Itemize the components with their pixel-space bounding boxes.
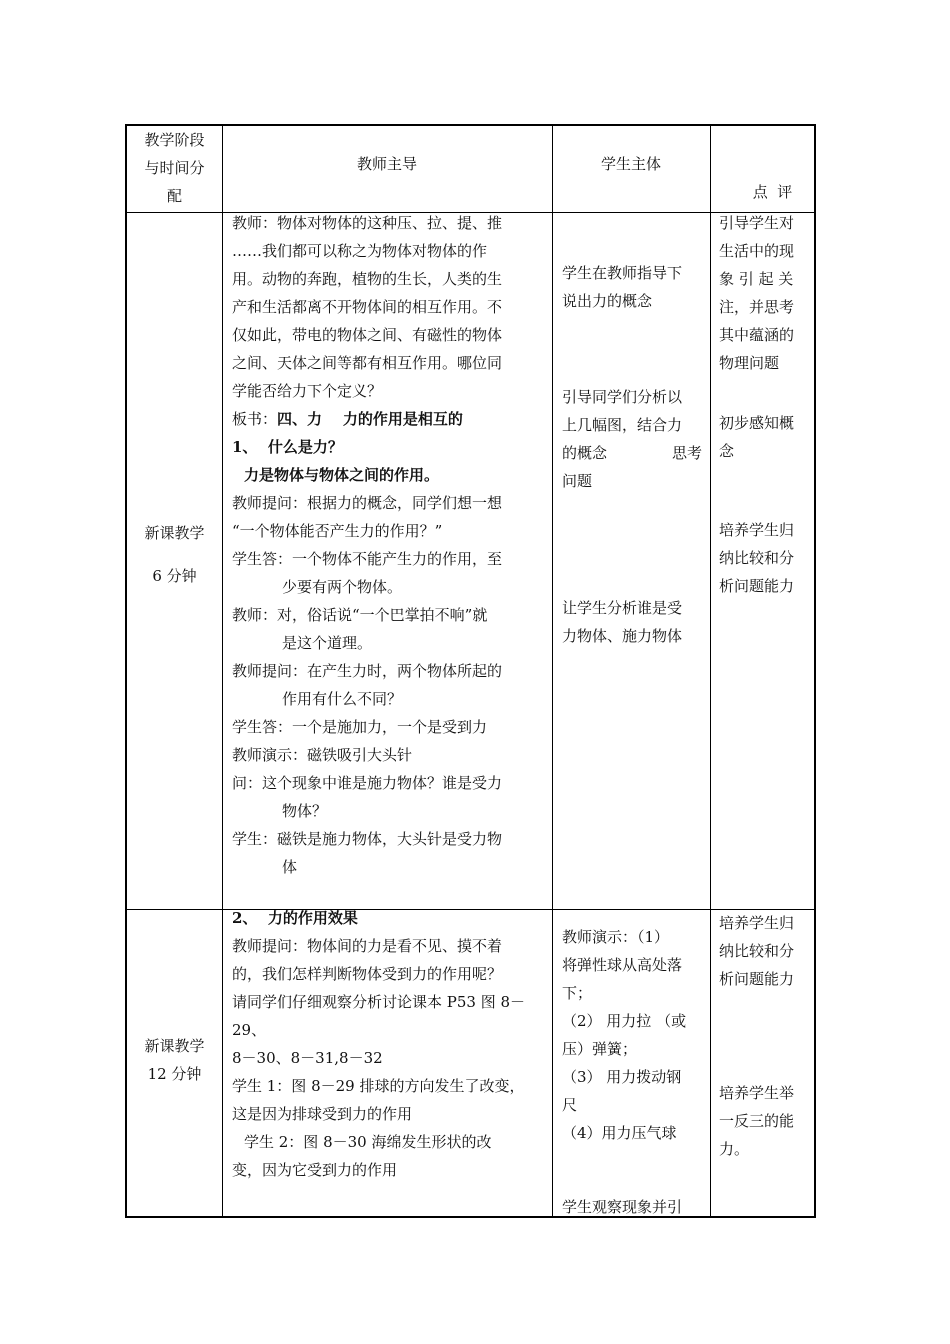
student-line-part: 的概念 bbox=[562, 444, 608, 462]
teacher-line: 教师演示：磁铁吸引大头针 bbox=[232, 746, 413, 764]
row2-student-cell bbox=[562, 923, 702, 1147]
header-student-cell bbox=[552, 150, 710, 178]
header-teacher-cell bbox=[222, 150, 552, 178]
row2-stage-cell bbox=[127, 1032, 222, 1088]
teacher-line: 问：这个现象中谁是施力物体？谁是受力 bbox=[232, 774, 503, 792]
comment-line: 念 bbox=[719, 442, 735, 460]
student-line: 上几幅图，结合力 bbox=[562, 416, 683, 434]
blackboard-line bbox=[232, 405, 548, 433]
row1-stage-name: 新课教学 bbox=[144, 524, 205, 542]
teacher-line: 作用有什么不同？ bbox=[282, 690, 403, 708]
header-comment-label: 点 评 bbox=[752, 183, 793, 201]
student-line: 引导同学们分析以 bbox=[562, 388, 683, 406]
teacher-line: 之间、天体之间等都有相互作用。哪位同 bbox=[232, 354, 503, 372]
teacher-line: 学生答：一个物体不能产生力的作用，至 bbox=[232, 550, 503, 568]
comment-line: 注，并思考 bbox=[719, 298, 795, 316]
row2-student-cell-2 bbox=[562, 1193, 702, 1221]
student-line: 尺 bbox=[562, 1096, 578, 1114]
comment-line: 纳比较和分 bbox=[719, 549, 795, 567]
blackboard-title: 四、力 力的作用是相互的 bbox=[277, 410, 463, 428]
comment-line: 纳比较和分 bbox=[719, 942, 795, 960]
teacher-line: 变，因为它受到力的作用 bbox=[232, 1161, 398, 1179]
teacher-line: 物体？ bbox=[282, 802, 328, 820]
teacher-line: 少要有两个物体。 bbox=[282, 578, 403, 596]
teacher-line: 学生 2：图 8－30 海绵发生形状的改 bbox=[244, 1133, 492, 1151]
teacher-line: 仅如此，带电的物体之间、有磁性的物体 bbox=[232, 326, 503, 344]
header-teacher-label: 教师主导 bbox=[356, 155, 417, 173]
row2-stage-name: 新课教学 bbox=[144, 1037, 205, 1055]
teacher-line: 学生答：一个是施加力，一个是受到力 bbox=[232, 718, 488, 736]
student-justified-line bbox=[562, 439, 702, 467]
student-line: 将弹性球从高处落 bbox=[562, 956, 683, 974]
teacher-line: 是这个道理。 bbox=[282, 634, 373, 652]
row1-comment-cell bbox=[719, 209, 813, 377]
row2-comment-cell-2 bbox=[719, 1079, 813, 1163]
comment-line: 其中蕴涵的 bbox=[719, 326, 795, 344]
comment-line: 引导学生对 bbox=[719, 214, 795, 232]
teacher-line: 教师提问：在产生力时，两个物体所起的 bbox=[232, 662, 503, 680]
row1-comment-cell-2 bbox=[719, 409, 813, 465]
section-heading: 2、 力的作用效果 bbox=[232, 909, 358, 927]
header-student-label: 学生主体 bbox=[600, 155, 661, 173]
comment-line: 培养学生归 bbox=[719, 521, 795, 539]
header-stage-line: 教学阶段 bbox=[144, 131, 205, 149]
teacher-line: 体 bbox=[282, 858, 298, 876]
teacher-line: 学能否给力下个定义？ bbox=[232, 382, 383, 400]
student-line: 学生观察现象并引 bbox=[562, 1198, 683, 1216]
column-divider bbox=[710, 126, 711, 1216]
row1-student-cell-2 bbox=[562, 383, 702, 495]
row1-comment-cell-3 bbox=[719, 516, 813, 600]
student-line: （4）用力压气球 bbox=[562, 1124, 677, 1142]
student-line: （2） 用力拉 （或 bbox=[562, 1012, 687, 1030]
row1-student-cell-3 bbox=[562, 594, 702, 650]
row1-student-cell bbox=[562, 259, 702, 315]
row1-stage-duration: 6 分钟 bbox=[152, 567, 197, 585]
teacher-line: 的，我们怎样判断物体受到力的作用呢？ bbox=[232, 965, 503, 983]
definition-line: 力是物体与物体之间的作用。 bbox=[244, 466, 440, 484]
comment-line: 培养学生举 bbox=[719, 1084, 795, 1102]
student-line: 问题 bbox=[562, 472, 593, 490]
comment-line: 一反三的能 bbox=[719, 1112, 795, 1130]
comment-line: 培养学生归 bbox=[719, 914, 795, 932]
column-divider bbox=[552, 126, 553, 1216]
student-line: 压）弹簧； bbox=[562, 1040, 638, 1058]
teacher-line: 教师：对，俗话说“一个巴掌拍不响”就 bbox=[232, 606, 488, 624]
student-line: （3） 用力拨动钢 bbox=[562, 1068, 682, 1086]
comment-line: 力。 bbox=[719, 1140, 750, 1158]
student-line: 学生在教师指导下 bbox=[562, 264, 683, 282]
teacher-line: 学生：磁铁是施力物体，大头针是受力物 bbox=[232, 830, 503, 848]
teacher-line: 这是因为排球受到力的作用 bbox=[232, 1105, 413, 1123]
teacher-line: “一个物体能否产生力的作用？” bbox=[232, 522, 443, 540]
teacher-line: 教师提问：物体间的力是看不见、摸不着 bbox=[232, 937, 503, 955]
teacher-line: 用。动物的奔跑，植物的生长，人类的生 bbox=[232, 270, 503, 288]
header-stage-cell bbox=[127, 126, 222, 210]
teacher-line: 学生 1：图 8－29 排球的方向发生了改变， bbox=[232, 1077, 525, 1095]
teacher-line: 29、 bbox=[232, 1021, 267, 1039]
teacher-line: ……我们都可以称之为物体对物体的作 bbox=[232, 242, 488, 260]
row2-comment-cell bbox=[719, 909, 813, 993]
blackboard-label: 板书： bbox=[232, 410, 278, 428]
section-heading: 1、 什么是力？ bbox=[232, 438, 343, 456]
comment-line: 物理问题 bbox=[719, 354, 780, 372]
comment-line: 初步感知概 bbox=[719, 414, 795, 432]
student-line-part: 思考 bbox=[671, 444, 702, 462]
teacher-line: 8－30、8－31,8－32 bbox=[232, 1049, 383, 1067]
student-line: 力物体、施力物体 bbox=[562, 627, 683, 645]
comment-line: 析问题能力 bbox=[719, 577, 795, 595]
lesson-plan-table bbox=[125, 124, 816, 1218]
teacher-line: 产和生活都离不开物体间的相互作用。不 bbox=[232, 298, 503, 316]
teacher-line: 教师提问：根据力的概念，同学们想一想 bbox=[232, 494, 503, 512]
comment-line: 象 引 起 关 bbox=[719, 270, 794, 288]
student-line: 下； bbox=[562, 984, 593, 1002]
student-line: 让学生分析谁是受 bbox=[562, 599, 683, 617]
teacher-line: 请同学们仔细观察分析讨论课本 P53 图 8－ bbox=[232, 993, 526, 1011]
header-stage-line: 配 bbox=[166, 187, 182, 205]
column-divider bbox=[222, 126, 223, 1216]
comment-line: 生活中的现 bbox=[719, 242, 795, 260]
header-stage-line: 与时间分 bbox=[144, 159, 205, 177]
comment-line: 析问题能力 bbox=[719, 970, 795, 988]
student-line: 说出力的概念 bbox=[562, 292, 653, 310]
row1-teacher-cell bbox=[232, 209, 548, 881]
row1-stage-cell bbox=[127, 519, 222, 590]
teacher-line: 教师：物体对物体的这种压、拉、提、推 bbox=[232, 214, 503, 232]
row2-teacher-cell bbox=[232, 904, 548, 1184]
student-line: 教师演示：（1） bbox=[562, 928, 670, 946]
row2-stage-duration: 12 分钟 bbox=[147, 1065, 202, 1083]
